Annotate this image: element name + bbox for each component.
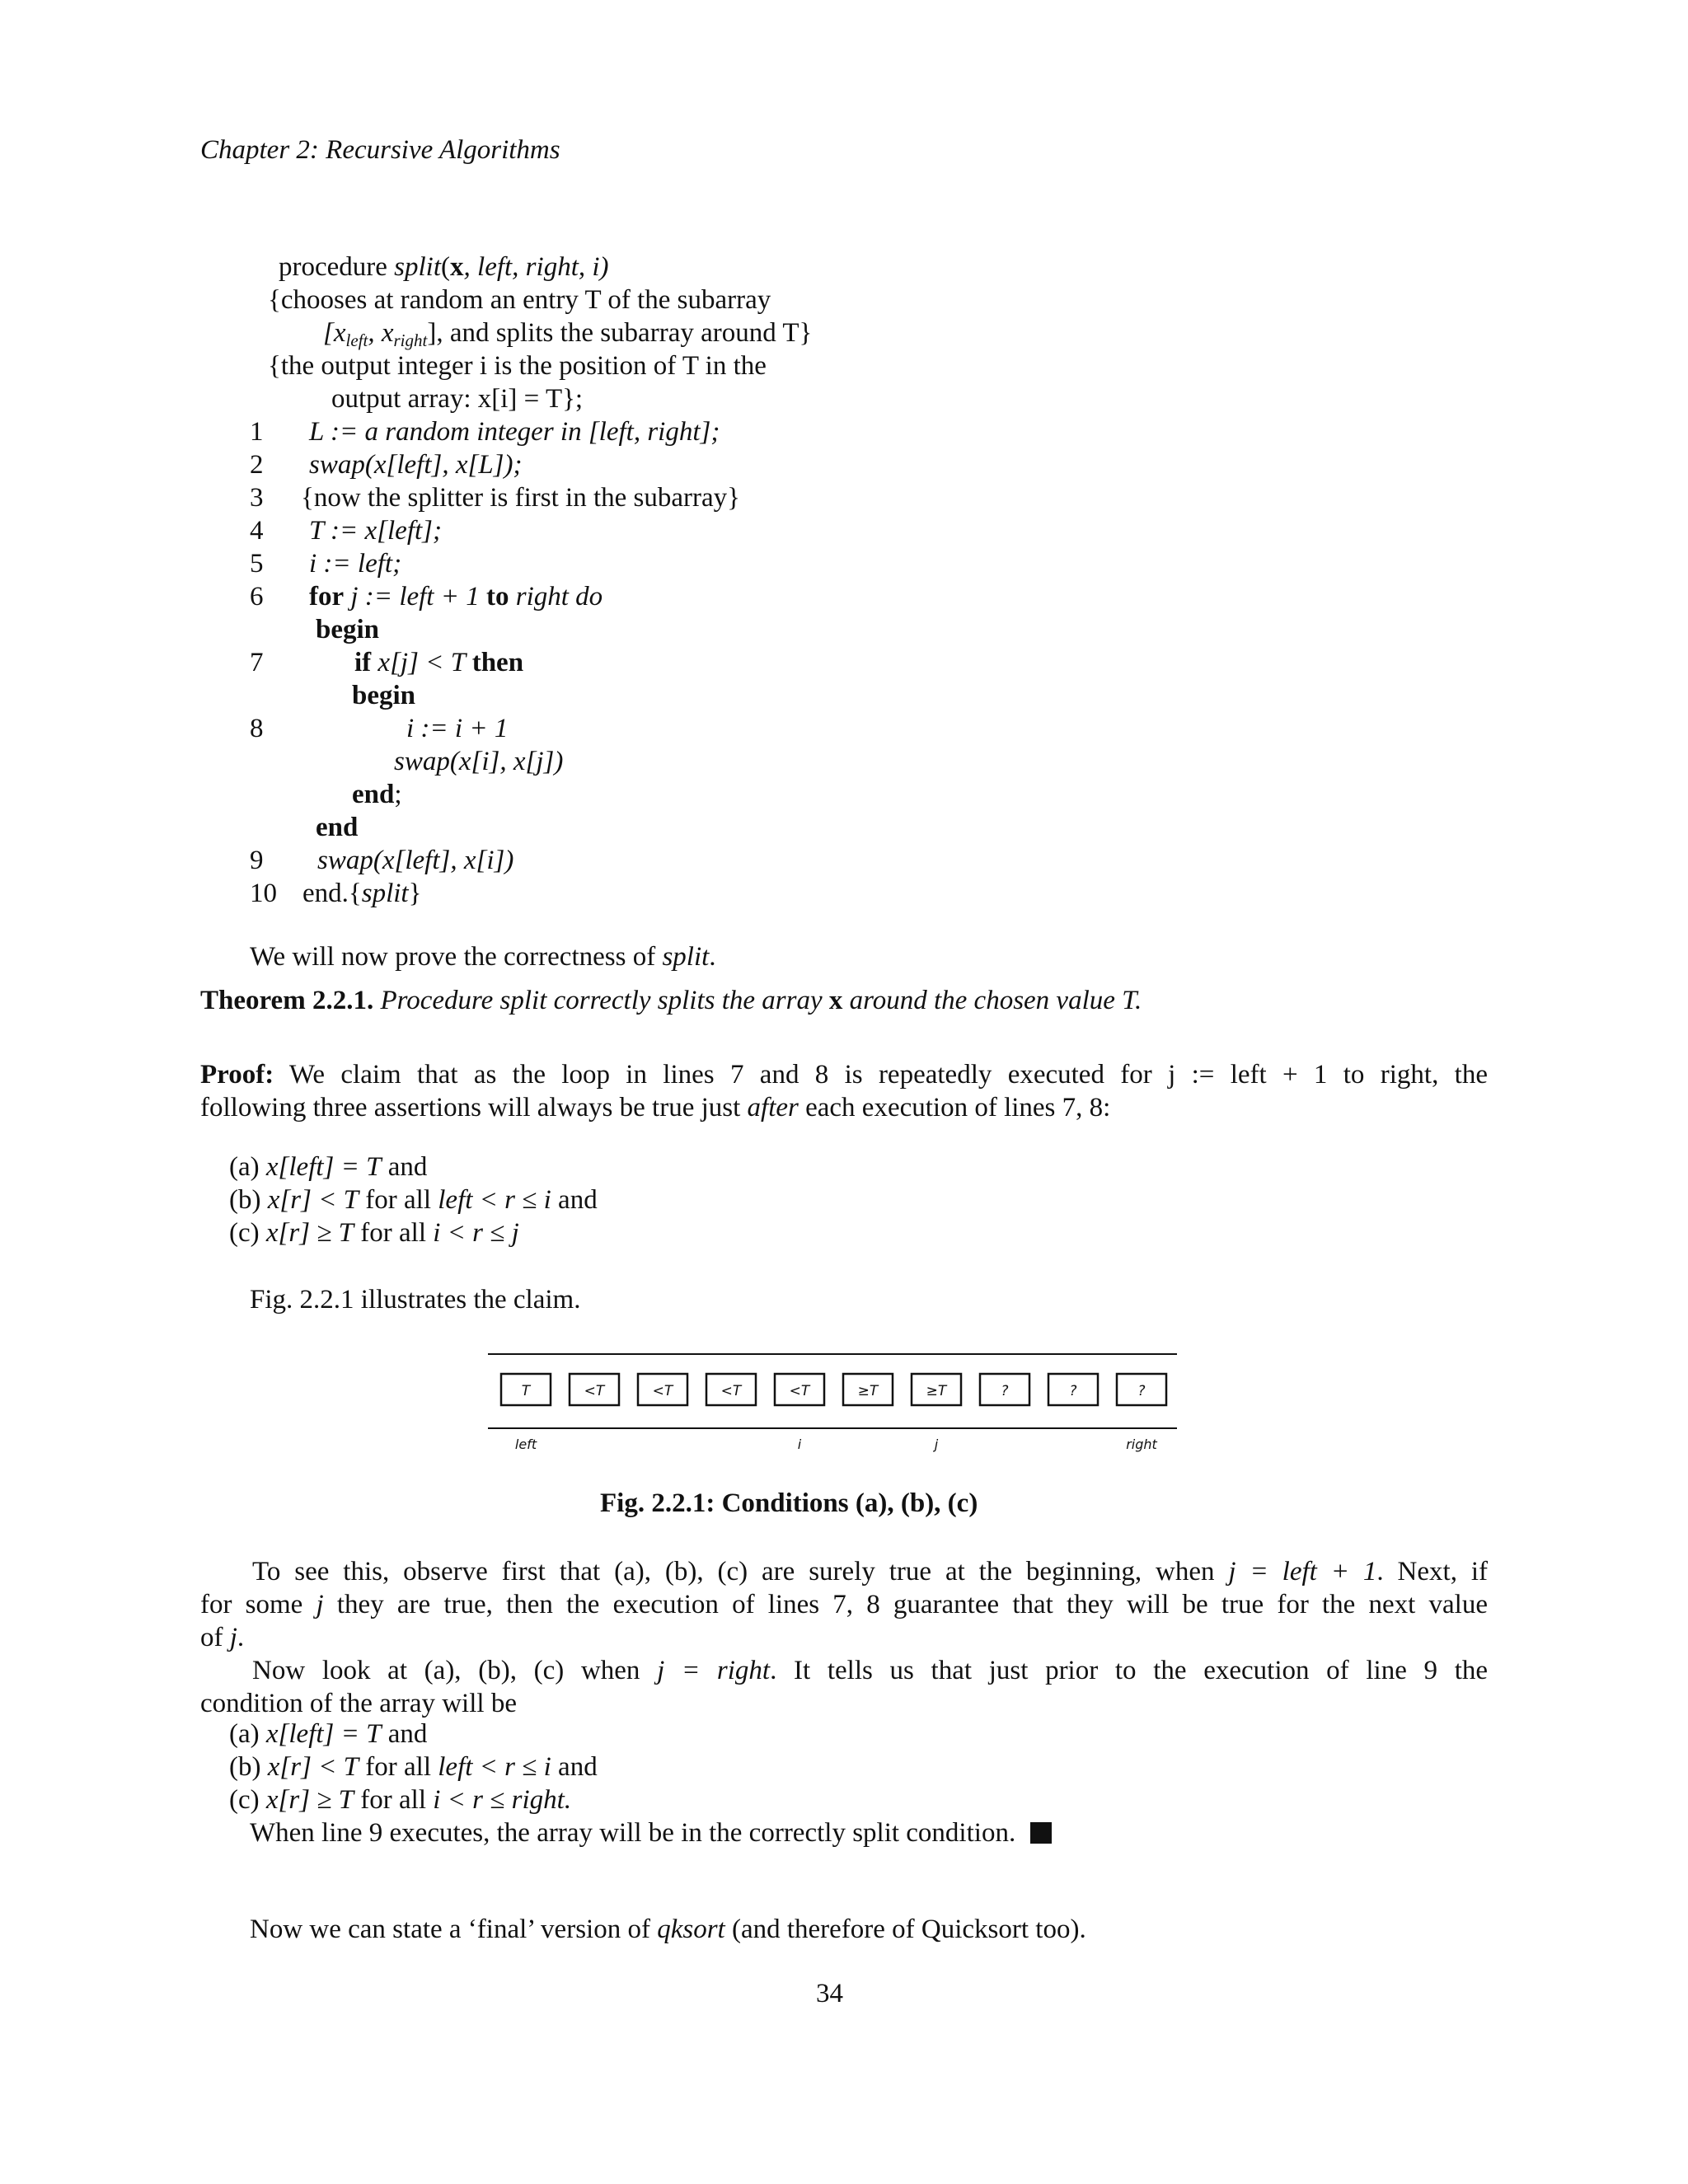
line-number: 1 — [250, 417, 264, 447]
end-keyword: end — [316, 813, 359, 842]
args-x: x — [450, 252, 464, 282]
para2-line-2: condition of the array will be — [200, 1689, 517, 1718]
end-keyword — [352, 781, 402, 808]
code-line — [354, 649, 523, 677]
code-line: swap(x[left], x[i]) — [317, 846, 514, 875]
assert-expr: x[r] < T — [267, 1185, 359, 1215]
assert-tail: and — [381, 1152, 428, 1182]
array-cell — [570, 1374, 619, 1405]
array-cell-label: ≥T — [926, 1383, 947, 1399]
array-cell-label: ? — [1001, 1383, 1009, 1399]
array-cell-label: T — [521, 1383, 531, 1399]
proof-label: Proof: — [200, 1060, 274, 1090]
end-post: } — [408, 879, 422, 908]
array-cell-label: <T — [789, 1383, 810, 1399]
assert-expr: x[r] < T — [267, 1752, 359, 1782]
conclusion-text: When line 9 executes, the array will be in the correctly split condition. — [250, 1818, 1016, 1848]
array-cell — [501, 1374, 551, 1405]
procedure-keyword: procedure — [279, 252, 395, 282]
proof-paragraph — [200, 1058, 1488, 1124]
assertion-item — [229, 1220, 519, 1247]
if-condition: x[j] < T — [371, 648, 472, 677]
c1-c: ], and splits the subarray around T} — [427, 318, 813, 348]
theorem-statement — [200, 987, 1142, 1015]
args-rest: , left, right, i) — [463, 252, 609, 282]
assert-tail: for all — [354, 1785, 434, 1815]
theorem-a: Procedure split correctly splits the array — [373, 986, 829, 1015]
intro-sentence — [250, 944, 716, 971]
final-it: qksort — [657, 1915, 725, 1944]
final-a: Now we can state a ‘final’ version of — [250, 1915, 658, 1944]
p1-l1a: To see this, observe first that (a), (b), (c) are surely true at the beginning, when — [252, 1557, 1229, 1586]
qed-icon — [1030, 1822, 1052, 1844]
proof-l2it: after — [747, 1093, 799, 1122]
p1-l3b: . — [237, 1623, 245, 1652]
figure-reference: Fig. 2.2.1 illustrates the claim. — [250, 1285, 581, 1315]
assert-expr2: left < r ≤ i — [438, 1185, 551, 1215]
array-cell-label: ? — [1069, 1383, 1077, 1399]
assert-label: (c) — [229, 1218, 260, 1248]
assertion-item — [229, 1154, 427, 1181]
array-cell-label: <T — [584, 1383, 605, 1399]
for-tail: right do — [509, 582, 603, 612]
begin-keyword: begin — [316, 615, 380, 644]
code-line: swap(x[i], x[j]) — [394, 747, 564, 776]
assert-label: (b) — [229, 1185, 261, 1215]
para1-line-2 — [200, 1588, 1488, 1621]
code-line — [309, 583, 603, 611]
end-name: split — [361, 879, 409, 908]
procedure-heading — [279, 254, 609, 281]
intro-b: . — [709, 942, 716, 972]
code-line: {now the splitter is first in the subarray} — [301, 483, 740, 513]
proof-line-1 — [200, 1058, 1488, 1091]
assert-tail: for all — [359, 1752, 438, 1782]
c1-a: [x — [323, 318, 346, 348]
line-number: 8 — [250, 714, 264, 743]
index-marker-right: right — [1126, 1436, 1157, 1452]
p1-l2b: they are true, then the execution of lines 7, 8 guarantee that they will be true for the next value — [323, 1590, 1488, 1619]
para2-line-1 — [200, 1654, 1488, 1687]
para1-line-1 — [200, 1555, 1488, 1588]
comment-1-line-2 — [323, 320, 812, 349]
intro-it: split — [662, 942, 710, 972]
code-line: swap(x[left], x[L]); — [309, 450, 523, 480]
c1-sub2: right — [393, 330, 428, 350]
theorem-x: x — [828, 986, 843, 1015]
array-cell — [843, 1374, 893, 1405]
assert-expr2: i < r ≤ j — [433, 1218, 519, 1248]
array-cell — [1117, 1374, 1166, 1405]
array-cells — [501, 1374, 1166, 1405]
assertion-item — [229, 1187, 598, 1214]
begin-keyword: begin — [352, 681, 416, 710]
line-number: 7 — [250, 648, 264, 677]
p2-l1b: . It tells us that just prior to the execution of line 9 the — [770, 1656, 1489, 1685]
assert-tail: and — [381, 1719, 428, 1749]
assert-expr: x[r] ≥ T — [265, 1785, 354, 1815]
array-markers — [515, 1436, 1158, 1452]
p1-l1b: . Next, if — [1376, 1557, 1488, 1586]
c1-sub1: left — [345, 330, 368, 350]
line-number: 3 — [250, 483, 264, 513]
assert-label: (c) — [229, 1785, 260, 1815]
p1-l1m: j = left + 1 — [1228, 1557, 1377, 1586]
code-line: i := left; — [309, 549, 402, 579]
assert-expr2: left < r ≤ i — [438, 1752, 551, 1782]
array-cell — [1048, 1374, 1098, 1405]
array-cell — [706, 1374, 756, 1405]
p2-l1m: j = right — [657, 1656, 771, 1685]
theorem-b: around the chosen value T. — [842, 986, 1142, 1015]
index-marker-i: i — [797, 1436, 802, 1452]
code-line — [302, 880, 421, 907]
paragraph-2 — [200, 1654, 1488, 1720]
if-keyword: if — [354, 648, 372, 677]
line-number: 4 — [250, 516, 264, 546]
running-header: Chapter 2: Recursive Algorithms — [200, 135, 560, 165]
index-marker-left: left — [514, 1436, 537, 1452]
proof-l1: We claim that as the loop in lines 7 and 8 is repeatedly executed for j := left + 1 to right, the — [274, 1060, 1488, 1090]
array-cell-label: ? — [1137, 1383, 1146, 1399]
array-cell-label: ≥T — [857, 1383, 879, 1399]
line-number: 5 — [250, 549, 264, 579]
assert-expr: x[left] = T — [265, 1719, 382, 1749]
array-cell — [638, 1374, 687, 1405]
array-cell-label: <T — [652, 1383, 673, 1399]
assert-tail2: and — [551, 1185, 598, 1215]
assert-tail: for all — [359, 1185, 438, 1215]
assert-tail: for all — [354, 1218, 434, 1248]
assert-expr2: i < r ≤ right. — [433, 1785, 572, 1815]
to-keyword: to — [486, 582, 509, 612]
c1-b: , x — [368, 318, 394, 348]
args-open: ( — [441, 252, 451, 282]
proof-line-2 — [200, 1091, 1488, 1124]
assert-label: (a) — [229, 1152, 260, 1182]
assertion-item — [229, 1754, 598, 1781]
proof-l2b: each execution of lines 7, 8: — [798, 1093, 1111, 1122]
code-line: L := a random integer in [left, right]; — [309, 417, 720, 447]
assert-expr: x[left] = T — [265, 1152, 382, 1182]
comment-1-line-1: {chooses at random an entry T of the subarray — [268, 285, 771, 315]
line-number: 6 — [250, 582, 264, 612]
p1-l3a: of — [200, 1623, 230, 1652]
final-b: (and therefore of Quicksort too). — [724, 1915, 1086, 1944]
final-sentence — [250, 1916, 1086, 1943]
assert-label: (a) — [229, 1719, 260, 1749]
end-semicolon: ; — [394, 780, 402, 809]
end-pre: end.{ — [302, 879, 362, 908]
code-line: T := x[left]; — [309, 516, 442, 546]
assert-expr: x[r] ≥ T — [265, 1218, 354, 1248]
p2-l1a: Now look at (a), (b), (c) when — [252, 1656, 658, 1685]
para1-line-3 — [200, 1621, 1488, 1654]
array-cell — [775, 1374, 824, 1405]
end-kw: end — [352, 780, 395, 809]
assertion-item — [229, 1787, 571, 1814]
p1-l2a: for some — [200, 1590, 316, 1619]
line-number: 9 — [250, 846, 264, 875]
assert-tail2: and — [551, 1752, 598, 1782]
intro-a: We will now prove the correctness of — [250, 942, 663, 972]
p1-l3m: j — [229, 1623, 237, 1652]
p1-l2m: j — [316, 1590, 324, 1619]
paragraph-1 — [200, 1555, 1488, 1654]
comment-2-line-2: output array: x[i] = T}; — [331, 384, 584, 414]
comment-2-line-1: {the output integer i is the position of T in the — [268, 351, 767, 381]
figure-caption: Fig. 2.2.1: Conditions (a), (b), (c) — [600, 1488, 978, 1518]
array-cell-label: <T — [720, 1383, 742, 1399]
for-keyword: for — [309, 582, 345, 612]
array-cell — [980, 1374, 1029, 1405]
index-marker-j: j — [934, 1436, 939, 1452]
theorem-label: Theorem 2.2.1. — [200, 986, 374, 1015]
procedure-name: split — [394, 252, 442, 282]
line-number: 10 — [250, 879, 277, 908]
then-keyword: then — [471, 648, 524, 677]
conclusion — [250, 1820, 1052, 1847]
page-number: 34 — [816, 1979, 843, 2008]
for-range: j := left + 1 — [344, 582, 486, 612]
proof-l2a: following three assertions will always be true just — [200, 1093, 748, 1122]
line-number: 2 — [250, 450, 264, 480]
assert-label: (b) — [229, 1752, 261, 1782]
assertion-item — [229, 1721, 427, 1748]
array-cell — [912, 1374, 961, 1405]
array-figure — [486, 1347, 1179, 1459]
code-line: i := i + 1 — [406, 714, 509, 743]
